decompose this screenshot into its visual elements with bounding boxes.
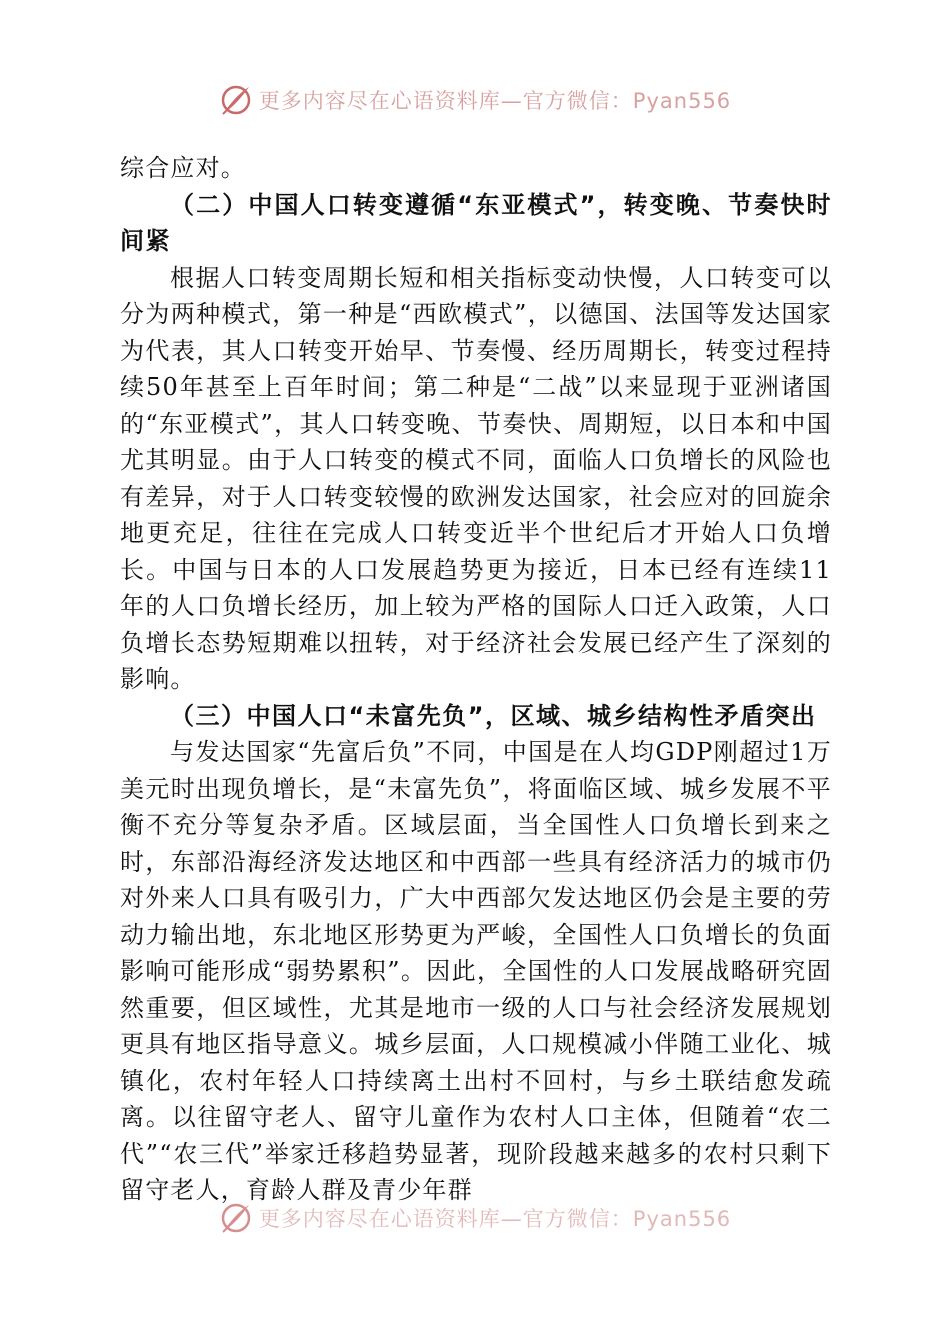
document-body: [120, 150, 832, 1209]
paragraph-fragment: 综合应对。: [120, 154, 246, 182]
watermark-text-bottom: 更多内容尽在心语资料库—官方微信：Pyan556: [258, 1207, 732, 1231]
section-heading-3: （三）中国人口“未富先负”，区域、城乡结构性矛盾突出: [170, 701, 817, 730]
quill-logo-icon: [219, 1201, 253, 1235]
quill-logo-icon: [219, 83, 253, 117]
watermark-banner-top: [0, 80, 950, 120]
section-heading-2: （二）中国人口转变遵循“东亚模式”，转变晚、节奏快时间紧: [120, 190, 832, 255]
section-paragraph-2: 根据人口转变周期长短和相关指标变动快慢，人口转变可以分为两种模式，第一种是“西欧模式”，以德国、法国等发达国家为代表，其人口转变开始早、节奏慢、经历周期长，转变过程持续50年甚至上百年时间；第二种是“二战”以来显现于亚洲诸国的“东亚模式”，其人口转变晚、节奏快、周期短，以日本和中国尤其明显。由于人口转变的模式不同，面临人口负增长的风险也有差异，对于人口转变较慢的欧洲发达国家，社会应对的回旋余地更充足，往往在完成人口转变近半个世纪后才开始人口负增长。中国与日本的人口发展趋势更为接近，日本已经有连续11年的人口负增长经历，加上较为严格的国际人口迁入政策，人口负增长态势短期难以扭转，对于经济社会发展已经产生了深刻的影响。: [120, 263, 832, 693]
section-paragraph-3: 与发达国家“先富后负”不同，中国是在人均GDP刚超过1万美元时出现负增长，是“未富先负”，将面临区域、城乡发展不平衡不充分等复杂矛盾。区域层面，当全国性人口负增长到来之时，东部沿海经济发达地区和中西部一些具有经济活力的城市仍对外来人口具有吸引力，广大中西部欠发达地区仍会是主要的劳动力输出地，东北地区形势更为严峻，全国性人口负增长的负面影响可能形成“弱势累积”。因此，全国性的人口发展战略研究固然重要，但区域性，尤其是地市一级的人口与社会经济发展规划更具有地区指导意义。城乡层面，人口规模减小伴随工业化、城镇化，农村年轻人口持续离土出村不回村，与乡土联结愈发疏离。以往留守老人、留守儿童作为农村人口主体，但随着“农二代”“农三代”举家迁移趋势显著，现阶段越来越多的农村只剩下留守老人，育龄人群及青少年群: [120, 738, 832, 1204]
watermark-text-top: 更多内容尽在心语资料库—官方微信：Pyan556: [258, 89, 732, 113]
watermark-banner-bottom: [0, 1198, 950, 1238]
